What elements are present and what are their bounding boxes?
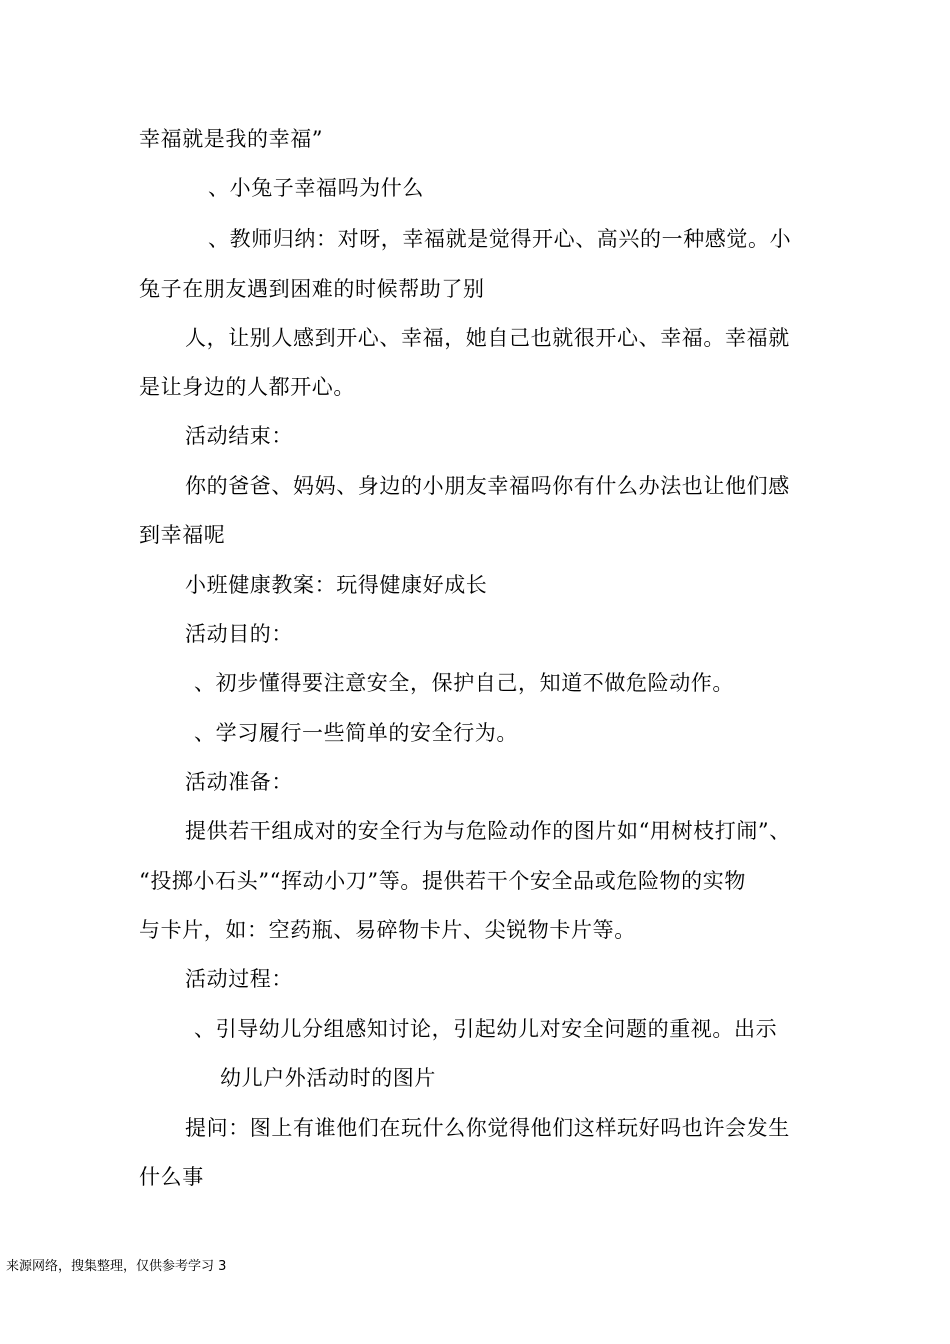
text-line-19: 、引导幼儿分组感知讨论，引起幼儿对安全问题的重视。出示 <box>194 1017 778 1041</box>
page-footer: 来源网络，搜集整理，仅供参考学习 3 <box>6 1259 227 1274</box>
text-line-15: 提供若干组成对的安全行为与危险动作的图片如“用树枝打闹”、 <box>185 819 791 843</box>
text-line-9: 到幸福呢 <box>139 523 226 547</box>
text-line-13: 、学习履行一些简单的安全行为。 <box>194 721 518 745</box>
text-line-17: 与卡片，如：空药瓶、易碎物卡片、尖锐物卡片等。 <box>139 918 636 942</box>
text-line-3: 、教师归纳：对呀，幸福就是觉得开心、高兴的一种感觉。小 <box>208 227 792 251</box>
text-line-7: 活动结束： <box>185 424 293 448</box>
text-line-20: 幼儿户外活动时的图片 <box>220 1066 436 1090</box>
text-line-18: 活动过程： <box>185 967 293 991</box>
text-line-16: “投掷小石头”“挥动小刀”等。提供若干个安全品或危险物的实物 <box>139 869 746 893</box>
text-line-4: 兔子在朋友遇到困难的时候帮助了别 <box>139 277 485 301</box>
text-line-5: 人，让别人感到开心、幸福，她自己也就很开心、幸福。幸福就 <box>185 326 790 350</box>
text-line-22: 什么事 <box>139 1165 204 1189</box>
text-line-10: 小班健康教案：玩得健康好成长 <box>185 573 488 597</box>
text-line-11: 活动目的： <box>185 622 293 646</box>
text-line-1: 幸福就是我的幸福” <box>139 127 324 151</box>
text-line-2: 、小兔子幸福吗为什么 <box>208 176 424 200</box>
text-line-14: 活动准备： <box>185 770 293 794</box>
text-line-12: 、初步懂得要注意安全，保护自己，知道不做危险动作。 <box>194 671 734 695</box>
text-line-6: 是让身边的人都开心。 <box>139 375 355 399</box>
text-line-8: 你的爸爸、妈妈、身边的小朋友幸福吗你有什么办法也让他们感 <box>185 474 790 498</box>
text-line-21: 提问：图上有谁他们在玩什么你觉得他们这样玩好吗也许会发生 <box>185 1116 790 1140</box>
